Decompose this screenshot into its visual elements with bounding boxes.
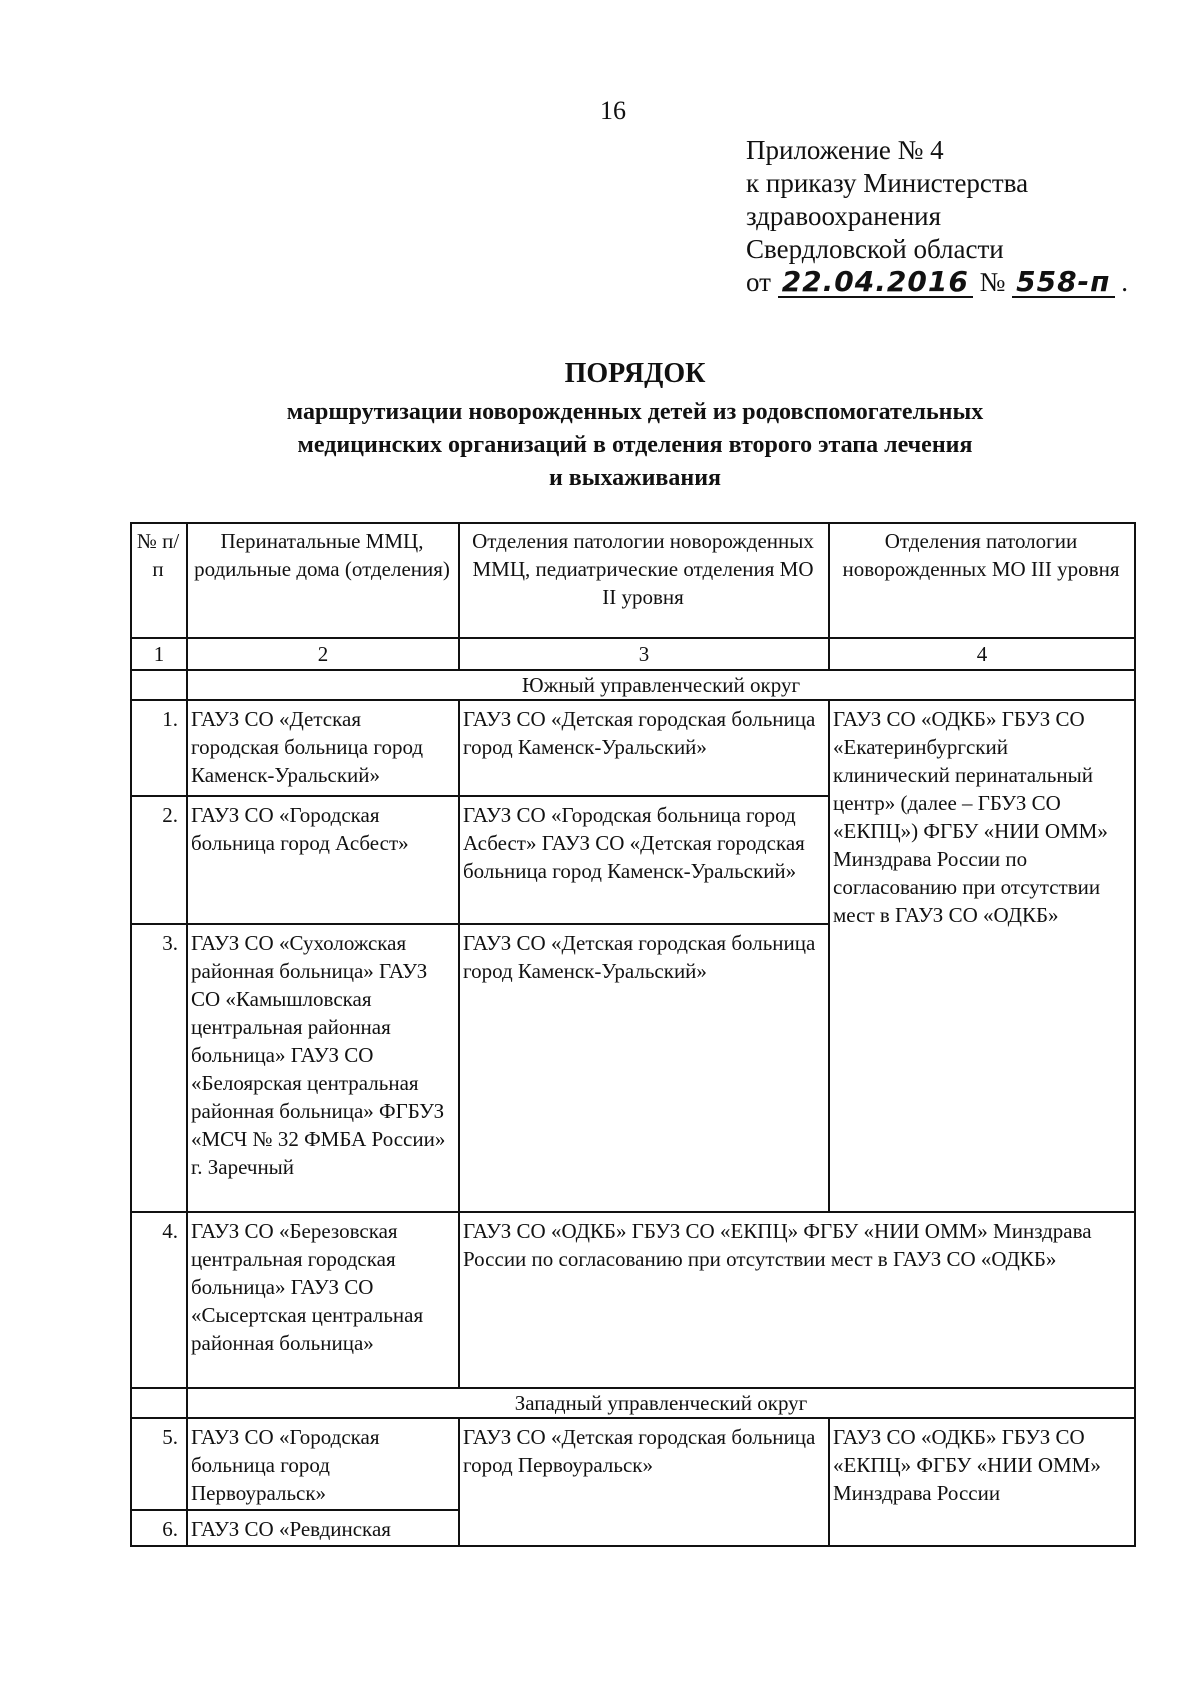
header-perinatal: Перинатальные ММЦ, родильные дома (отделения): [187, 523, 459, 638]
column-number-row: [131, 638, 1135, 670]
district-row-west: [131, 1388, 1135, 1418]
district-south: Южный управленческий округ: [187, 670, 1135, 700]
district-row-south: [131, 670, 1135, 700]
title-line-1: маршрутизации новорожденных детей из родовспомогательных: [286, 399, 984, 425]
order-number: 558-п: [1012, 268, 1114, 298]
row-perinatal: ГАУЗ СО «Городская больница город Первоуральск»: [187, 1418, 459, 1510]
trailing-dot: .: [1121, 267, 1129, 297]
from-label: от: [746, 267, 771, 297]
row-perinatal: ГАУЗ СО «Городская больница город Асбест»: [187, 796, 459, 924]
row-perinatal: ГАУЗ СО «Ревдинская: [187, 1510, 459, 1546]
appendix-line-4: Свердловской области: [746, 234, 1004, 264]
row-level2: ГАУЗ СО «Городская больница город Асбест» ГАУЗ СО «Детская городская больница город Каменск-Уральский»: [459, 796, 829, 924]
title-line-2: медицинских организаций в отделения второго этапа лечения: [297, 432, 973, 458]
header-level2: Отделения патологии новорожденных ММЦ, педиатрические отделения МО II уровня: [459, 523, 829, 638]
table-row: [131, 1418, 1135, 1510]
column-number: 1: [131, 638, 187, 670]
row-number: 4.: [131, 1212, 187, 1388]
row-number: 1.: [131, 700, 187, 796]
page-number: 16: [600, 96, 626, 125]
appendix-line-3: здравоохранения: [746, 201, 942, 231]
row-perinatal: ГАУЗ СО «Березовская центральная городская больница» ГАУЗ СО «Сысертская центральная районная больница»: [187, 1212, 459, 1388]
table-header-row: [131, 523, 1135, 638]
row-level3: ГАУЗ СО «ОДКБ» ГБУЗ СО «ЕКПЦ» ФГБУ «НИИ ОММ» Минздрава России: [829, 1418, 1135, 1546]
row-number: 5.: [131, 1418, 187, 1510]
empty-cell: [131, 1388, 187, 1418]
row-perinatal: ГАУЗ СО «Сухоложская районная больница» ГАУЗ СО «Камышловская центральная районная больница» ГАУЗ СО «Белоярская центральная районная больница» ФГБУЗ «МСЧ № 32 ФМБА России» г. Заречный: [187, 924, 459, 1212]
row-level2: ГАУЗ СО «Детская городская больница город Первоуральск»: [459, 1418, 829, 1546]
title-main: ПОРЯДОК: [564, 358, 706, 389]
row-level2: ГАУЗ СО «Детская городская больница город Каменск-Уральский»: [459, 700, 829, 796]
header-level3: Отделения патологии новорожденных МО III уровня: [829, 523, 1135, 638]
table-row: [131, 1212, 1135, 1388]
row-number: 2.: [131, 796, 187, 924]
order-date: 22.04.2016: [778, 268, 973, 298]
empty-cell: [131, 670, 187, 700]
document-title: [130, 358, 1140, 495]
appendix-line-1: Приложение № 4: [746, 135, 944, 165]
row-perinatal: ГАУЗ СО «Детская городская больница город Каменск-Уральский»: [187, 700, 459, 796]
district-west: Западный управленческий округ: [187, 1388, 1135, 1418]
number-label: №: [979, 267, 1006, 297]
row-level3-south: ГАУЗ СО «ОДКБ» ГБУЗ СО «Екатеринбургский клинический перинатальный центр» (далее – ГБУЗ СО «ЕКПЦ») ФГБУ «НИИ ОММ» Минздрава России по согласованию при отсутствии мест в ГАУЗ СО «ОДКБ»: [829, 700, 1135, 1212]
column-number: 2: [187, 638, 459, 670]
table-row: [131, 700, 1135, 796]
order-date-number: [746, 266, 1128, 299]
header-number: № п/п: [131, 523, 187, 638]
row-level2: ГАУЗ СО «Детская городская больница город Каменск-Уральский»: [459, 924, 829, 1212]
row-number: 6.: [131, 1510, 187, 1546]
routing-table: [130, 522, 1136, 1547]
appendix-block: [746, 134, 1128, 299]
row-level2-level3: ГАУЗ СО «ОДКБ» ГБУЗ СО «ЕКПЦ» ФГБУ «НИИ ОММ» Минздрава России по согласованию при отсутствии мест в ГАУЗ СО «ОДКБ»: [459, 1212, 1135, 1388]
column-number: 3: [459, 638, 829, 670]
title-line-3: и выхаживания: [548, 465, 722, 491]
appendix-line-2: к приказу Министерства: [746, 168, 1029, 198]
column-number: 4: [829, 638, 1135, 670]
row-number: 3.: [131, 924, 187, 1212]
